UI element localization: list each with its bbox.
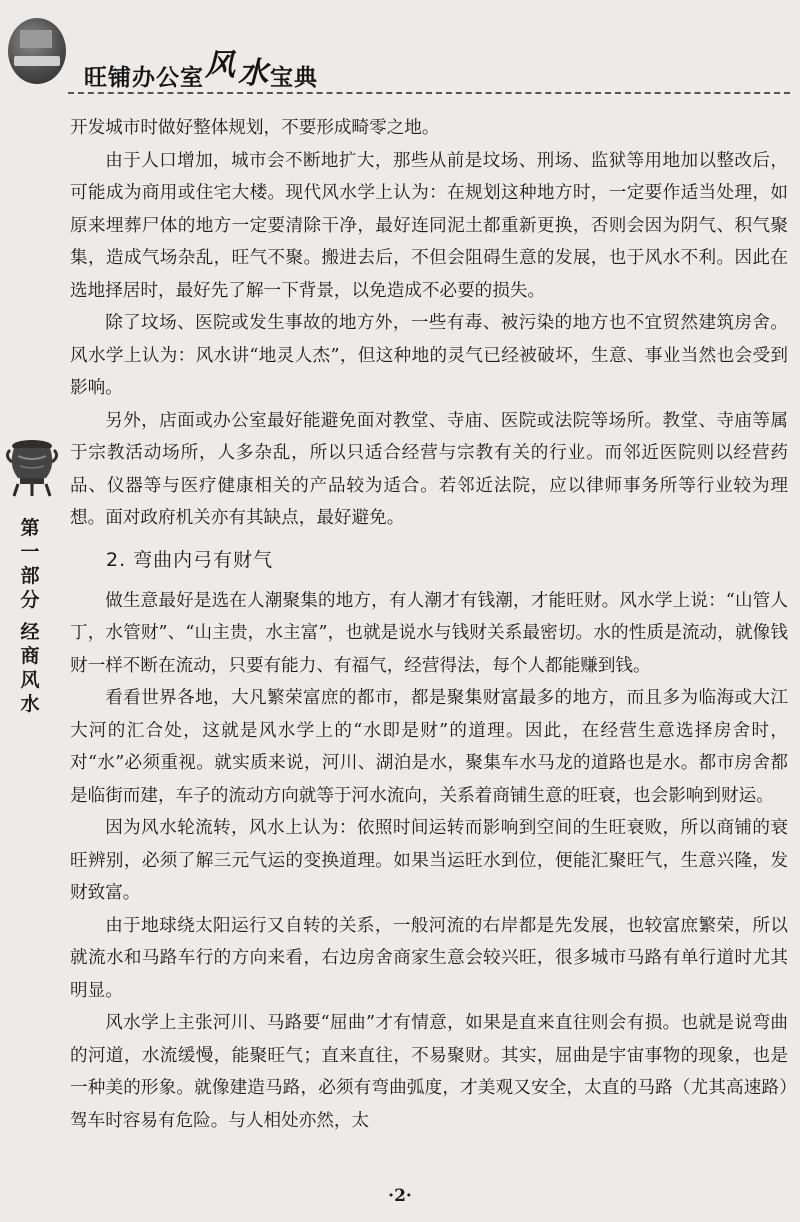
paragraph: 因为风水轮流转，风水上认为：依照时间运转而影响到空间的生旺衰败，所以商铺的衰旺辨别，必须了解三元气运的变换道理。如果当运旺水到位，便能汇聚旺气，生意兴隆，发财致富。 xyxy=(70,818,788,903)
section-heading: 2. 弯曲内弓有财气 xyxy=(106,548,274,571)
book-title-part2: 宝典 xyxy=(270,65,318,91)
paragraph: 由于地球绕太阳运行又自转的关系，一般河流的右岸都是先发展，也较富庶繁荣，所以就流水和马路车行的方向来看，右边房舍商家生意会较兴旺，很多城市马路有单行道时尤其明显。 xyxy=(70,915,788,1001)
paragraph: 看看世界各地，大凡繁荣富庶的都市，都是聚集财富最多的地方，而且多为临海或大江大河的汇合处，这就是风水学上的“水即是财”的道理。因此，在经营生意选择房舍时，对“水”必须重视。就实质来说，河川、湖泊是水，聚集车水马龙的道路也是水。都市房舍都是临街而建，车子的流动方向就等于河水流向，关系着商铺生意的旺衰，也会影响到财运。 xyxy=(70,688,788,806)
page-number: ·2· xyxy=(388,1186,412,1206)
part-label: 第 一 部 分 xyxy=(20,517,40,611)
paragraph: 另外，店面或办公室最好能避免面对教堂、寺庙、医院或法院等场所。教堂、寺庙等属于宗教活动场所，人多杂乱，所以只适合经营与宗教有关的行业。而邻近医院则以经营药品、仪器等与医疗健康相关的产品较为适合。若邻近法院，应以律师事务所等行业较为理想。面对政府机关亦有其缺点，最好避免。 xyxy=(70,410,788,528)
body-text xyxy=(70,112,788,1137)
book-title-big-2: 水 xyxy=(238,56,269,91)
paragraph: 除了坟场、医院或发生事故的地方外，一些有毒、被污染的地方也不宜贸然建筑房舍。风水学上认为：风水讲“地灵人杰”，但这种地的灵气已经被破坏，生意、事业当然也会受到影响。 xyxy=(70,313,788,398)
paragraph: 风水学上主张河川、马路要“屈曲”才有情意，如果是直来直往则会有损。也就是说弯曲的河道，水流缓慢，能聚旺气；直来直往，不易聚财。其实，屈曲是宇宙事物的现象，也是一种美的形象。就像建造马路，必须有弯曲弧度，才美观又安全，太直的马路（尤其高速路）驾车时容易有危险。与人相处亦然，太 xyxy=(70,1013,788,1131)
paragraph: 做生意最好是选在人潮聚集的地方，有人潮才有钱潮，才能旺财。风水学上说：“山管人丁，水管财”、“山主贵，水主富”，也就是说水与钱财关系最密切。水的性质是流动，就像钱财一样不断在流动，只要有能力、有福气，经营得法，每个人都能赚到钱。 xyxy=(70,590,788,676)
book-title xyxy=(84,50,318,94)
book-title-part1: 旺铺办公室 xyxy=(84,65,204,91)
page-header xyxy=(0,0,800,100)
paragraph: 开发城市时做好整体规划，不要形成畸零之地。 xyxy=(70,118,440,138)
bronze-vessel-icon xyxy=(4,432,60,502)
book-title-big-1: 风 xyxy=(205,48,236,83)
office-photo-icon xyxy=(8,18,66,84)
header-divider xyxy=(68,92,790,94)
section-label: 经 商 风 水 xyxy=(20,621,40,715)
paragraph: 由于人口增加，城市会不断地扩大，那些从前是坟场、刑场、监狱等用地加以整改后，可能成为商用或住宅大楼。现代风水学上认为：在规划这种地方时，一定要作适当处理，如原来埋葬尸体的地方一定要清除干净，最好连同泥土都重新更换，否则会因为阴气、积气聚集，造成气场杂乱，旺气不聚。搬进去后，不但会阻碍生意的发展，也于风水不利。因此在选地择居时，最好先了解一下背景，以免造成不必要的损失。 xyxy=(70,150,788,301)
